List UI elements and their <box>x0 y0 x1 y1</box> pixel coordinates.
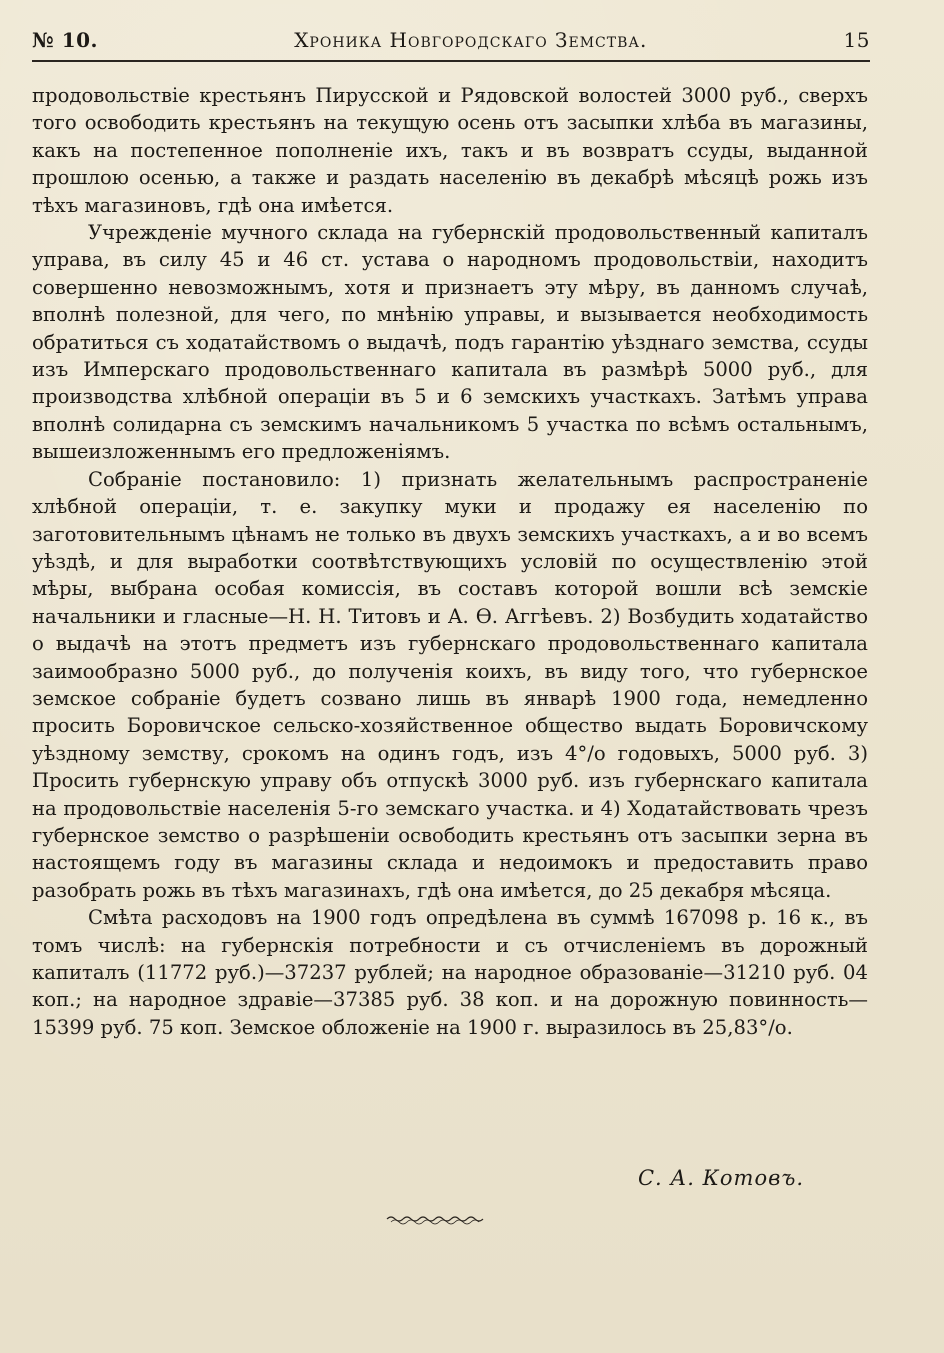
page-number: 15 <box>843 28 870 52</box>
page-header <box>32 28 870 58</box>
author-signature: С. А. Котовъ. <box>637 1166 804 1190</box>
paragraph-budget-estimate: Смѣта расходовъ на 1900 годъ опредѣлена въ суммѣ 167098 р. 16 к., въ томъ числѣ: на губернскія потребности и съ отчисленіемъ въ дорожный капиталъ (11772 руб.)—37237 рублей; на народное образованіе—31210 руб. 04 коп.; на народное здравіе—37385 руб. 38 коп. и на дорожную повинность—15399 руб. 75 коп. Земское обложеніе на 1900 г. выразилось въ 25,83°/о. <box>32 906 868 1039</box>
paragraph-continuation: продовольствіе крестьянъ Пирусской и Рядовской волостей 3000 руб., сверхъ того освободить крестьянъ на текущую осень отъ засыпки хлѣба въ магазины, какъ на постепенное пополненіе ихъ, такъ и въ возвратъ ссуды, выданной прошлою осенью, а также и раздать населенію въ декабрѣ мѣсяцѣ рожь изъ тѣхъ магазиновъ, гдѣ она имѣется. <box>32 84 868 217</box>
end-ornament <box>385 1212 485 1226</box>
paragraph-mill-storage: Учрежденіе мучного склада на губернскій продовольственный капиталъ управа, въ силу 45 и 46 ст. устава о народномъ продовольствіи, находитъ совершенно невозможнымъ, хотя и признаетъ эту мѣру, въ данномъ случаѣ, вполнѣ полезной, для чего, по мнѣнію управы, и вызывается необходимость обратиться съ ходатайствомъ о выдачѣ, подъ гарантію уѣзднаго земства, ссуды изъ Имперскаго продовольственнаго капитала въ размѣрѣ 5000 руб., для производства хлѣбной операціи въ 5 и 6 земскихъ участкахъ. Затѣмъ управа вполнѣ солидарна съ земскимъ начальникомъ 5 участка по всѣмъ остальнымъ, вышеизложеннымъ его предложеніямъ. <box>32 221 868 464</box>
article-body <box>32 82 868 1041</box>
paragraph-assembly-resolution: Собраніе постановило: 1) признать желательнымъ распространеніе хлѣбной операціи, т. е. закупку муки и продажу ея населенію по заготовительнымъ цѣнамъ не только въ двухъ земскихъ участкахъ, а и во всемъ уѣздѣ, и для выработки соотвѣтствующихъ условій по осуществленію этой мѣры, выбрана особая комиссія, въ составъ которой вошли всѣ земскіе начальники и гласные—Н. Н. Титовъ и А. Ѳ. Аггѣевъ. 2) Возбудить ходатайство о выдачѣ на этотъ предметъ изъ губернскаго продовольственнаго капитала заимообразно 5000 руб., до полученія коихъ, въ виду того, что губернское земское собраніе будетъ созвано лишь въ январѣ 1900 года, немедленно просить Боровичское сельско-хозяйственное общество выдать Боровичскому уѣздному земству, срокомъ на одинъ годъ, изъ 4°/о годовыхъ, 5000 руб. 3) Просить губернскую управу объ отпускѣ 3000 руб. изъ губернскаго капитала на продовольствіе населенія 5-го земскаго участка. и 4) Ходатайствовать чрезъ губернское земство о разрѣшеніи освободить крестьянъ отъ засыпки зерна въ настоящемъ году въ магазины склада и недоимокъ и предоставить право разобрать рожь въ тѣхъ магазинахъ, гдѣ она имѣется, до 25 декабря мѣсяца. <box>32 467 868 902</box>
issue-number: № 10. <box>32 28 98 52</box>
header-rule <box>32 60 870 62</box>
journal-title: Хроника Новгородскаго Земства. <box>294 28 648 52</box>
